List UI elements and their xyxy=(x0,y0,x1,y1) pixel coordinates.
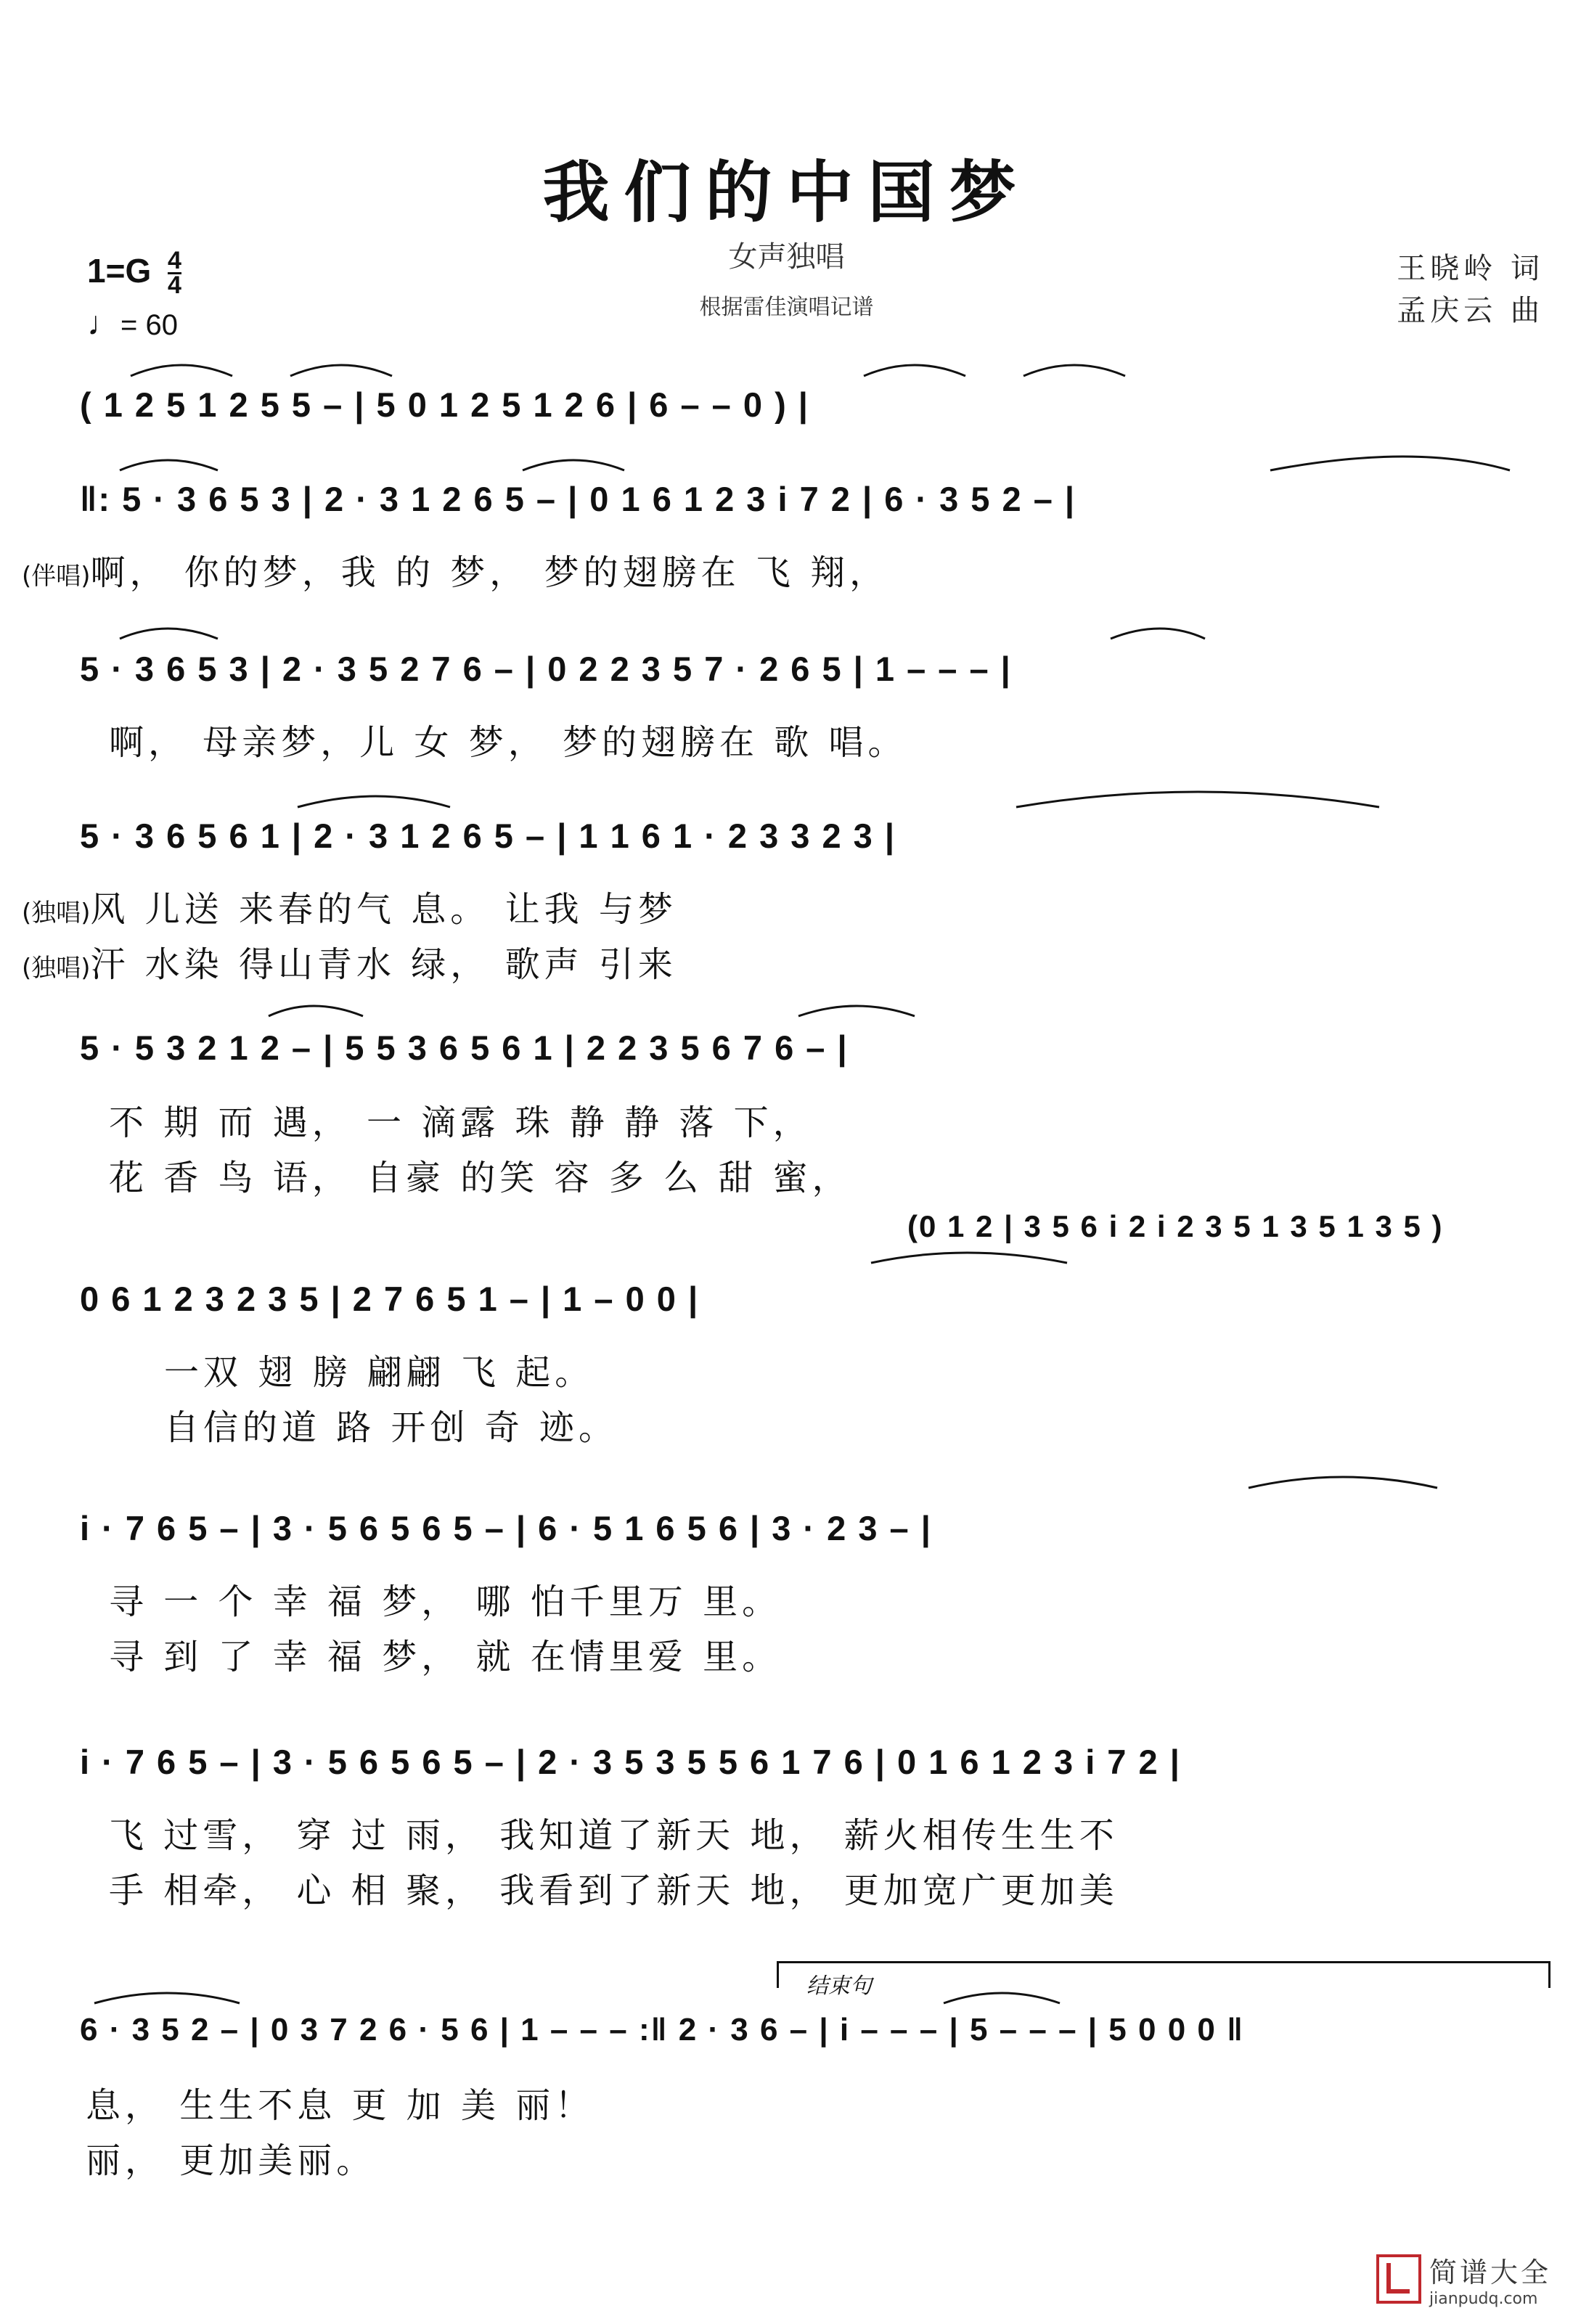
voice-role-label: (独唱) xyxy=(22,954,91,983)
slur xyxy=(1016,792,1379,807)
lyric-text: 啊， 你的梦，我 的 梦， 梦的翅膀在 飞 翔， xyxy=(90,552,889,593)
lyric-line-8a: 息， 生生不息 更 加 美 丽！ xyxy=(86,2085,595,2126)
lyric-line-8b: 丽， 更加美丽。 xyxy=(86,2140,376,2181)
slur xyxy=(944,1993,1060,2003)
slur xyxy=(523,460,624,470)
site-watermark xyxy=(1376,2250,1551,2308)
triplet-slur xyxy=(131,365,232,376)
lyricist-credit: 王晓岭 词 xyxy=(1397,252,1544,285)
triplet-slur xyxy=(864,365,965,376)
slur xyxy=(798,1006,915,1016)
slur xyxy=(298,796,450,807)
lyric-line-7a: 飞 过雪， 穿 过 雨， 我知道了新天 地， 薪火相传生生不 xyxy=(109,1815,1119,1856)
slur xyxy=(1111,629,1205,639)
watermark-text xyxy=(1429,2250,1551,2308)
watermark-name: 简谱大全 xyxy=(1429,2257,1551,2288)
ending-label: 结束句 xyxy=(806,1973,872,1999)
composer-credit: 孟庆云 曲 xyxy=(1397,294,1544,327)
slur xyxy=(120,460,218,470)
slur xyxy=(94,1993,240,2003)
triplet-slur xyxy=(290,365,392,376)
score-title: 我们的中国梦 xyxy=(542,153,1031,232)
notation-line-6: 0 6 1 2 3 2 3 5 | 2 7 6 5 1 – | 1 – 0 0 | xyxy=(80,1280,700,1318)
lyric-line-7b: 手 相牵， 心 相 聚， 我看到了新天 地， 更加宽广更加美 xyxy=(109,1870,1119,1911)
lyric-line-5b: 自信的道 路 开创 奇 迹。 xyxy=(164,1407,618,1448)
piano-logo-icon xyxy=(1376,2254,1421,2304)
notation-line-1: ( 1 2 5 1 2 5 5 – | 5 0 1 2 5 1 2 6 | 6 – – 0 ) | xyxy=(80,385,809,424)
transcription-note: 根据雷佳演唱记谱 xyxy=(699,295,874,320)
notation-line-5: 5 · 5 3 2 1 2 – | 5 5 3 6 5 6 1 | 2 2 3 5 6 7 6 – | xyxy=(80,1028,849,1067)
notation-line-3: 5 · 3 6 5 3 | 2 · 3 5 2 7 6 – | 0 2 2 3 5 7 · 2 6 5 | 1 – – – | xyxy=(80,650,1012,688)
lyric-line-2: 啊， 母亲梦，儿 女 梦， 梦的翅膀在 歌 唱。 xyxy=(109,722,907,763)
key-text: 1=G xyxy=(87,251,152,290)
lyric-line-1 xyxy=(22,544,1466,594)
time-signature-bottom: 4 xyxy=(168,271,181,300)
lyric-line-6a: 寻 一 个 幸 福 梦， 哪 怕千里万 里。 xyxy=(109,1582,782,1622)
lyric-line-4b: 花 香 鸟 语， 自豪 的笑 容 多 么 甜 蜜， xyxy=(109,1158,851,1198)
lyric-line-4a: 不 期 而 遇， 一 滴露 珠 静 静 落 下， xyxy=(109,1102,812,1143)
notation-line-4: 5 · 3 6 5 6 1 | 2 · 3 1 2 6 5 – | 1 1 6 1 · 2 3 3 2 3 | xyxy=(80,817,896,855)
notation-line-8: i · 7 6 5 – | 3 · 5 6 5 6 5 – | 2 · 3 5 3 5 5 6 1 7 6 | 0 1 6 1 2 3 i 7 2 | xyxy=(80,1743,1181,1781)
lyric-line-3b xyxy=(22,936,1466,986)
lyric-text: 汗 水染 得山青水 绿， 歌声 引来 xyxy=(90,944,677,985)
watermark-url: jianpudq.com xyxy=(1429,2290,1538,2308)
triplet-slur xyxy=(1024,365,1125,376)
score-subtitle: 女声独唱 xyxy=(728,240,845,274)
notation-line-2: ‖: 5 · 3 6 5 3 | 2 · 3 1 2 6 5 – | 0 1 6 1 2 3 i 7 2 | 6 · 3 5 2 – | xyxy=(80,480,1076,518)
notation-line-7: i · 7 6 5 – | 3 · 5 6 5 6 5 – | 6 · 5 1 6 5 6 | 3 · 2 3 – | xyxy=(80,1509,932,1547)
tempo-text: = 60 xyxy=(120,309,178,341)
lyric-line-6b: 寻 到 了 幸 福 梦， 就 在情里爱 里。 xyxy=(109,1637,782,1677)
notation-line-9: 6 · 3 5 2 – | 0 3 7 2 6 · 5 6 | 1 – – – :‖ 2 · 3 6 – | i – – – | 5 – – – | 5 0 0 0 ‖ xyxy=(80,2012,1244,2047)
voice-role-label: (独唱) xyxy=(22,899,91,928)
lyric-text: 风 儿送 来春的气 息。 让我 与梦 xyxy=(90,889,677,930)
ending-bracket xyxy=(777,1961,1550,1999)
slur xyxy=(1249,1477,1437,1488)
time-signature-top: 4 xyxy=(168,247,181,274)
quarter-note-icon: ♩ xyxy=(87,304,120,342)
slur xyxy=(269,1006,363,1016)
lyric-line-5a: 一双 翅 膀 翩翩 飞 起。 xyxy=(164,1352,595,1393)
voice-role-label: (伴唱) xyxy=(22,562,91,591)
slur xyxy=(120,629,218,639)
slur xyxy=(1270,457,1510,470)
interlude-notation: (0 1 2 | 3 5 6 i 2 i 2 3 5 1 3 5 1 3 5 ) xyxy=(907,1209,1444,1243)
tie xyxy=(871,1253,1067,1263)
lyric-line-3a xyxy=(22,881,1466,931)
